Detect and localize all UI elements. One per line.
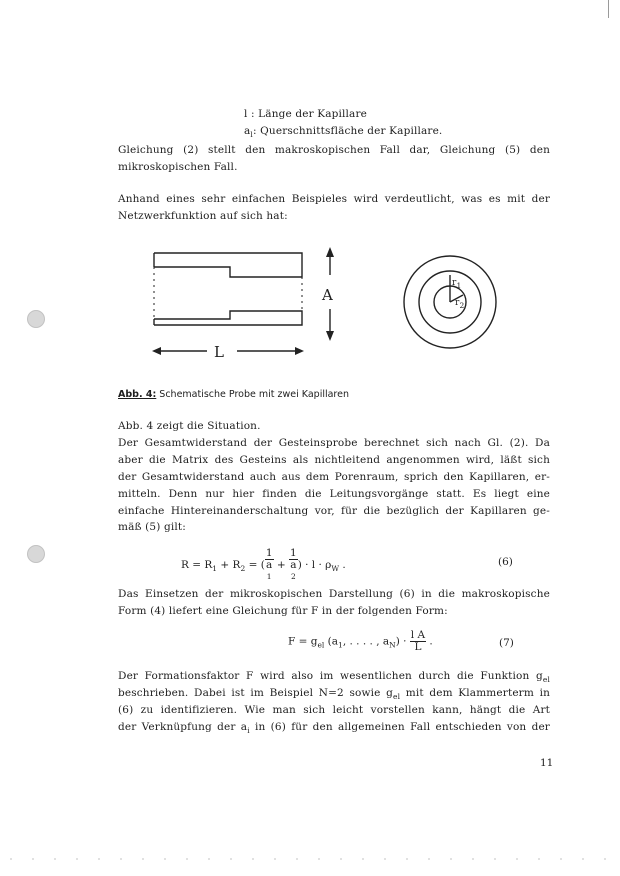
paragraph-5-line-4: der Verknüpfung der $a_i$ in (6) für den allgemeinen Fall entschieden von der xyxy=(118,721,550,735)
figure-caption: Abb. 4: Schematische Probe mit zwei Kapillaren xyxy=(118,389,349,400)
punch-hole-bottom xyxy=(27,545,45,563)
paragraph-3-line-7: mäß (5) gilt: xyxy=(118,521,186,533)
equation-7: $F = g_{el}$ ($a_1$, . . . . , $a_N$) · $\frac{\text{l A}}{L}$ . xyxy=(288,629,433,653)
paragraph-3-line-3: aber die Matrix des Gesteins als nichtleitend angenommen wird, läßt sich xyxy=(118,454,550,466)
definition-a: $a_l$: Querschnittsfläche der Kapillare. xyxy=(244,125,443,139)
paragraph-3-line-6: einfache Hintereinanderschaltung vor, für die bezüglich der Kapillaren ge- xyxy=(118,505,550,517)
paragraph-4-line-1: Das Einsetzen der mikroskopischen Darstellung (6) in die makroskopische xyxy=(118,588,550,600)
label-L: L xyxy=(214,343,225,361)
paragraph-3-line-2: Der Gesamtwiderstand der Gesteinsprobe berechnet sich nach Gl. (2). Da xyxy=(118,437,550,449)
paragraph-5-line-1: Der Formationsfaktor F wird also im wesentlichen durch die Funktion $g_{el}$ xyxy=(118,670,550,684)
fraction-lA-over-L: $\frac{\text{l A}}{L}$ xyxy=(410,629,426,653)
capillary-figure xyxy=(0,245,620,365)
capillary-upper xyxy=(154,253,302,277)
label-r2: $r_2$ xyxy=(455,298,465,310)
label-r1: $r_1$ xyxy=(452,278,462,290)
definition-l: l : Länge der Kapillare xyxy=(244,108,367,120)
paragraph-3-line-5: mitteln. Denn nur hier finden die Leitungsvorgänge statt. Es liegt eine xyxy=(118,488,550,500)
equation-7-number: (7) xyxy=(499,637,514,649)
label-A: A xyxy=(322,286,333,304)
paragraph-3-line-1: Abb. 4 zeigt die Situation. xyxy=(118,420,261,432)
fraction-1-over-a2: 1 a 2 xyxy=(290,547,297,581)
paragraph-2-line-1: Anhand eines sehr einfachen Beispieles wird verdeutlicht, was es mit der xyxy=(118,193,550,205)
paragraph-1-line-1: Gleichung (2) stellt den makroskopischen Fall dar, Gleichung (5) den xyxy=(118,144,550,156)
scan-edge-line xyxy=(608,0,609,18)
paragraph-5-line-3: (6) zu identifizieren. Wie man sich leicht vorstellen kann, hängt die Art xyxy=(118,704,550,716)
scan-bottom-noise xyxy=(0,858,620,860)
paragraph-3-line-4: der Gesamtwiderstand auch aus dem Porenraum, sprich den Kapillaren, er- xyxy=(118,471,550,483)
paragraph-2-line-2: Netzwerkfunktion auf sich hat: xyxy=(118,210,288,222)
equation-6: $R = R_1 + R_2$ = ( 1 a 1 + 1 a 2 ) · $l \cdot \rho_W$ . xyxy=(181,547,346,581)
equation-6-number: (6) xyxy=(498,556,513,568)
paragraph-5-line-2: beschrieben. Dabei ist im Beispiel N=2 sowie $g_{el}$ mit dem Klammerterm in xyxy=(118,687,550,701)
capillary-lower xyxy=(154,311,302,325)
paragraph-1-line-2: mikroskopischen Fall. xyxy=(118,161,238,173)
paragraph-4-line-2: Form (4) liefert eine Gleichung für F in der folgenden Form: xyxy=(118,605,448,617)
page-number: 11 xyxy=(540,757,554,769)
fraction-1-over-a1: 1 a 1 xyxy=(265,547,273,581)
